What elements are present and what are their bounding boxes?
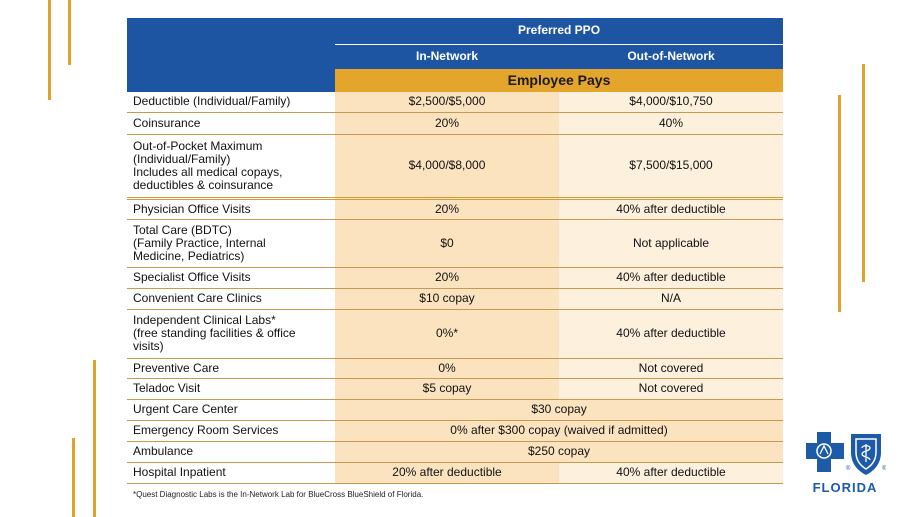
in-network-value: 20% after deductible [335,462,559,483]
in-network-value: 20% [335,112,559,134]
logo-text: FLORIDA [812,480,878,495]
decor-line [48,0,51,100]
benefit-label: Urgent Care Center [127,399,335,420]
header-corner [127,18,335,92]
table-row [127,399,783,420]
table-row [127,112,783,134]
out-network-value: 40% [559,112,783,134]
benefit-label: Deductible (Individual/Family) [127,92,335,112]
out-network-value: $7,500/$15,000 [559,134,783,198]
table-row [127,309,783,358]
combined-value: 0% after $300 copay (waived if admitted) [335,420,783,441]
benefit-label: Hospital Inpatient [127,462,335,483]
table-row [127,358,783,378]
benefit-label: Independent Clinical Labs* (free standing facilities & office visits) [127,309,335,358]
benefit-label: Teladoc Visit [127,378,335,399]
table-row [127,267,783,288]
table-row [127,134,783,198]
benefit-label: Physician Office Visits [127,198,335,219]
benefit-label: Coinsurance [127,112,335,134]
benefit-label: Emergency Room Services [127,420,335,441]
table-row [127,92,783,112]
benefit-label: Out-of-Pocket Maximum (Individual/Family) Includes all medical copays, deductibles & coinsurance [127,134,335,198]
in-network-value: 20% [335,198,559,219]
registered-mark: ® [846,466,851,472]
benefit-label: Specialist Office Visits [127,267,335,288]
in-network-value: 0%* [335,309,559,358]
out-network-value: Not covered [559,358,783,378]
benefit-label: Total Care (BDTC) (Family Practice, Internal Medicine, Pediatrics) [127,219,335,267]
footnote: *Quest Diagnostic Labs is the In-Network Lab for BlueCross BlueShield of Florida. [133,490,424,499]
combined-value: $30 copay [335,399,783,420]
out-network-value: N/A [559,288,783,309]
table-row [127,378,783,399]
decor-line [838,95,841,312]
registered-mark: ® [882,466,886,472]
blue-shield-icon [851,434,881,475]
employee-pays-header: Employee Pays [335,69,783,92]
out-network-value: Not applicable [559,219,783,267]
in-network-value: $2,500/$5,000 [335,92,559,112]
out-network-value: $4,000/$10,750 [559,92,783,112]
table-row [127,288,783,309]
decor-line [862,64,865,282]
in-network-value: $5 copay [335,378,559,399]
out-network-header: Out-of-Network [559,44,783,69]
out-network-value: 40% after deductible [559,198,783,219]
out-network-value: Not covered [559,378,783,399]
decor-line [68,0,71,65]
in-network-value: $0 [335,219,559,267]
out-network-value: 40% after deductible [559,267,783,288]
blue-cross-icon [806,432,844,472]
benefit-label: Preventive Care [127,358,335,378]
in-network-header: In-Network [335,44,559,69]
table-row [127,462,783,483]
benefits-table [127,18,783,484]
decor-line [72,438,75,517]
decor-line [93,360,96,517]
out-network-value: 40% after deductible [559,462,783,483]
benefit-label: Ambulance [127,441,335,462]
in-network-value: 0% [335,358,559,378]
benefit-label: Convenient Care Clinics [127,288,335,309]
in-network-value: $4,000/$8,000 [335,134,559,198]
out-network-value: 40% after deductible [559,309,783,358]
combined-value: $250 copay [335,441,783,462]
table-row [127,198,783,219]
table-row [127,441,783,462]
table-row [127,219,783,267]
plan-name-header: Preferred PPO [335,18,783,44]
table-row [127,420,783,441]
in-network-value: 20% [335,267,559,288]
in-network-value: $10 copay [335,288,559,309]
